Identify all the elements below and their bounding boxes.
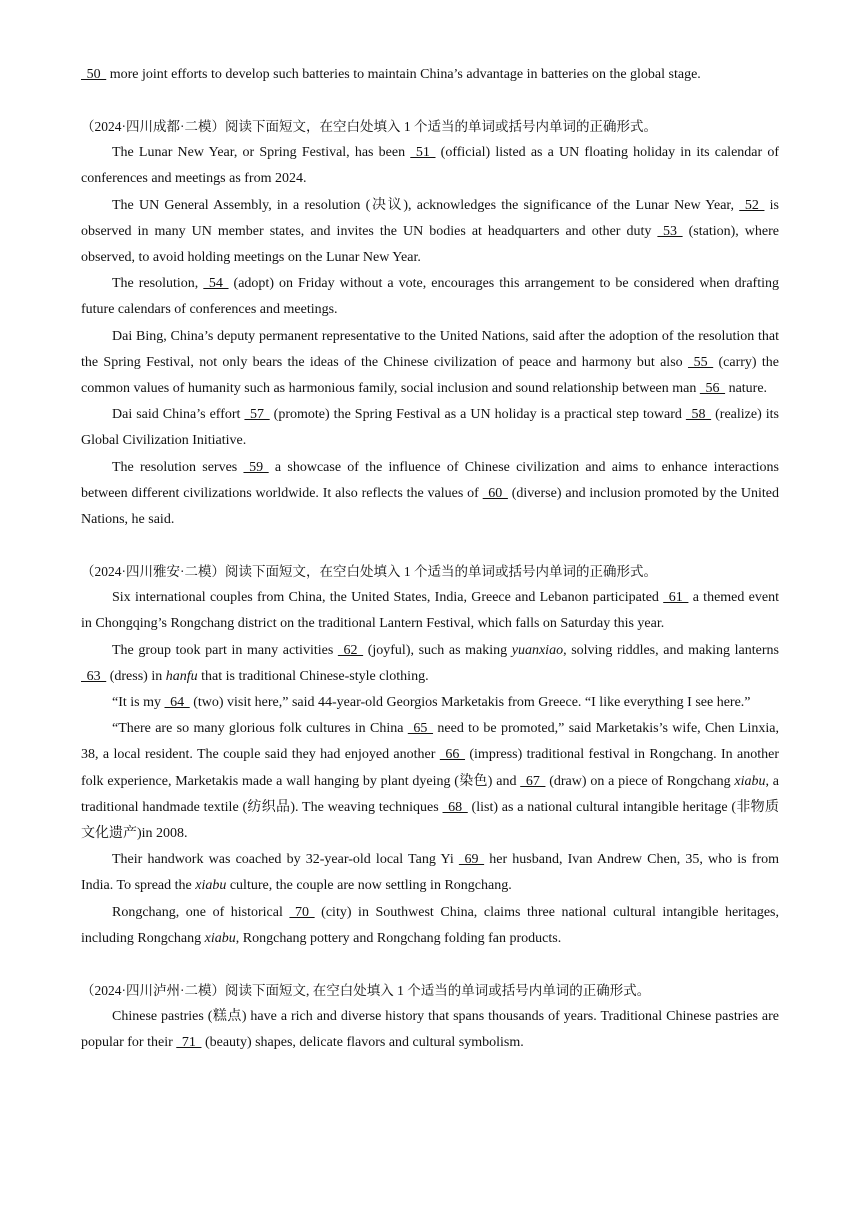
blank-70: 70 — [289, 904, 315, 920]
italic-term: yuanxiao — [511, 642, 564, 658]
blank-58: 58 — [685, 407, 712, 423]
paragraph: Dai Bing, China’s deputy permanent representative to the United Nations, said after the adoption of the resolution that the Spring Festival, not only bears the ideas of the Chinese civilization of peace and harmony but also 55 (carry) the common values of humanity such as harmonious family, social inclusion and sound relationship between man 56 nature. — [81, 328, 780, 397]
blank-60: 60 — [482, 485, 508, 501]
italic-term: xiabu — [204, 930, 236, 946]
blank-55: 55 — [687, 354, 714, 370]
blank-51: 51 — [410, 145, 436, 161]
paragraph-continued: 50 more joint efforts to develop such batteries to maintain China’s advantage in batteries on the global stage. — [81, 67, 701, 82]
blank-53: 53 — [657, 223, 683, 239]
passage-source-heading: （2024·四川成都·二模）阅读下面短文，在空白处填入 1 个适当的单词或括号内单词的正确形式。 — [81, 119, 657, 135]
paragraph: Rongchang, one of historical 70 (city) in Southwest China, claims three national cultural intangible heritages, including Rongchang xiabu, Rongchang pottery and Rongchang folding fan products. — [81, 904, 779, 946]
blank-65: 65 — [407, 721, 434, 737]
paragraph: The resolution, 54 (adopt) on Friday without a vote, encourages this arrangement to be considered when drafting future calendars of conferences and meetings. — [81, 276, 779, 318]
blank-66: 66 — [439, 747, 466, 763]
passage-source-heading: （2024·四川雅安·二模）阅读下面短文，在空白处填入 1 个适当的单词或括号内单词的正确形式。 — [81, 564, 657, 580]
paragraph: Six international couples from China, the United States, India, Greece and Lebanon participated 61 a themed event in Chongqing’s Rongchang district on the traditional Lantern Festival, which falls on Saturday this year. — [81, 590, 779, 632]
blank-59: 59 — [243, 459, 269, 475]
blank-71: 71 — [176, 1035, 202, 1051]
blank-67: 67 — [520, 773, 546, 789]
blank-62: 62 — [337, 642, 364, 658]
paragraph: Their handwork was coached by 32-year-old local Tang Yi 69 her husband, Ivan Andrew Chen, 35, who is from India. To spread the xiabu culture, the couple are now settling in Rongchang. — [81, 852, 780, 894]
blank-63: 63 — [81, 668, 107, 684]
blank-57: 57 — [244, 407, 270, 423]
section-gap — [81, 533, 779, 559]
blank-52: 52 — [739, 197, 765, 213]
blank-69: 69 — [458, 852, 485, 868]
paragraph: The resolution serves 59 a showcase of the influence of Chinese civilization and aims to enhance interactions between different civilizations worldwide. It also reflects the values of 60 (diverse) and inclusion promoted by the United Nations, he said. — [81, 459, 779, 528]
paragraph: Dai said China’s effort 57 (promote) the Spring Festival as a UN holiday is a practical step toward 58 (realize) its Global Civilization Initiative. — [81, 407, 779, 449]
paragraph: The group took part in many activities 62 (joyful), such as making yuanxiao, solving riddles, and making lanterns 63 (dress) in hanfu that is traditional Chinese-style clothing. — [81, 642, 779, 684]
italic-term: xiabu — [734, 773, 766, 789]
italic-term: hanfu — [165, 668, 198, 684]
passage-source-heading: （2024·四川泸州·二模）阅读下面短文, 在空白处填入 1 个适当的单词或括号内单词的正确形式。 — [81, 983, 651, 999]
paragraph: The UN General Assembly, in a resolution (决议), acknowledges the significance of the Lunar New Year, 52 is observed in many UN member states, and invites the UN bodies at headquarters and other duty 53 (station), where observed, to avoid holding meetings on the Lunar New Year. — [81, 197, 779, 266]
italic-term: xiabu — [195, 878, 227, 894]
paragraph: “There are so many glorious folk cultures in China 65 need to be promoted,” said Marketakis’s wife, Chen Linxia, 38, a local resident. The couple said they had enjoyed another 66 (impress) traditional festival in Rongchang. In another folk experience, Marketakis made a wall hanging by plant dyeing (染色) and 67 (draw) on a piece of Rongchang xiabu, a traditional handmade textile (纺织品). The weaving techniques 68 (list) as a national cultural intangible heritage (非物质文化遗产)in 2008. — [81, 721, 780, 842]
paragraph: Chinese pastries (糕点) have a rich and diverse history that spans thousands of years. Traditional Chinese pastries are popular for their 71 (beauty) shapes, delicate flavors and cultural symbolism. — [81, 1009, 779, 1051]
paragraph: “It is my 64 (two) visit here,” said 44-year-old Georgios Marketakis from Greece. “I like everything I see here.” — [112, 695, 751, 711]
blank-50: 50 — [81, 67, 107, 82]
blank-56: 56 — [699, 381, 726, 397]
paragraph: The Lunar New Year, or Spring Festival, has been 51 (official) listed as a UN floating holiday in its calendar of conferences and meetings as from 2024. — [81, 145, 779, 187]
blank-61: 61 — [663, 590, 689, 606]
section-gap — [81, 952, 779, 978]
section-gap — [81, 88, 779, 114]
blank-64: 64 — [164, 695, 190, 711]
document-page — [81, 0, 779, 1057]
blank-54: 54 — [203, 276, 229, 292]
blank-68: 68 — [442, 799, 468, 815]
